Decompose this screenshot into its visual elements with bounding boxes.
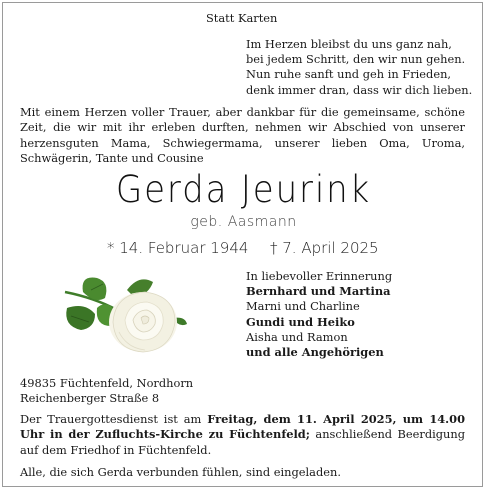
death-date: † 7. April 2025 bbox=[270, 239, 379, 257]
address-city: 49835 Füchtenfeld, Nordhorn bbox=[20, 376, 194, 390]
family-line: In liebevoller Erinnerung bbox=[246, 269, 393, 283]
family-line: Bernhard und Martina bbox=[246, 284, 391, 299]
poem-line: denk immer dran, dass wir dich lieben. bbox=[246, 82, 473, 97]
statt-karten-label: Statt Karten bbox=[206, 11, 278, 25]
maiden-name: geb. Aasmann bbox=[190, 214, 297, 230]
funeral-text: Der Trauergottesdienst ist am bbox=[20, 412, 208, 426]
funeral-info bbox=[20, 412, 465, 458]
family-line: Aisha und Ramon bbox=[246, 329, 348, 344]
family-line: Marni und Charline bbox=[246, 299, 360, 314]
intro-paragraph: Mit einem Herzen voller Trauer, aber dankbar für die gemeinsame, schöne Zeit, die wir mit ihr erleben durften, nehmen wir Abschied von unserer herzensguten Mama, Schwiegermama, unserer lieben Oma, Uroma, Schwägerin, Tante und Cousine bbox=[20, 105, 465, 166]
poem-line: Im Herzen bleibst du uns ganz nah, bbox=[246, 37, 452, 51]
family-line: Gundi und Heiko bbox=[246, 314, 355, 329]
white-rose-icon bbox=[55, 270, 195, 360]
poem bbox=[246, 37, 472, 98]
poem-line: bei jedem Schritt, den wir nun gehen. bbox=[246, 52, 466, 67]
funeral-date-place: Freitag, dem 11. April 2025, um 14.00 Uhr in der Zufluchts-Kirche zu Füchtenfeld; bbox=[20, 412, 465, 442]
family-list bbox=[246, 269, 392, 360]
address bbox=[20, 376, 193, 406]
address-street: Reichenberger Straße 8 bbox=[20, 391, 160, 406]
deceased-name: Gerda Jeurink bbox=[115, 168, 372, 211]
closing-line: Alle, die sich Gerda verbunden fühlen, sind eingeladen. bbox=[20, 465, 341, 479]
funeral-text-end: anschließend Beerdigung auf dem Friedhof in Füchtenfeld. bbox=[20, 427, 466, 457]
birth-date: * 14. Februar 1944 bbox=[107, 239, 249, 257]
family-line: und alle Angehörigen bbox=[246, 345, 384, 360]
poem-line: Nun ruhe sanft und geh in Frieden, bbox=[246, 67, 452, 82]
